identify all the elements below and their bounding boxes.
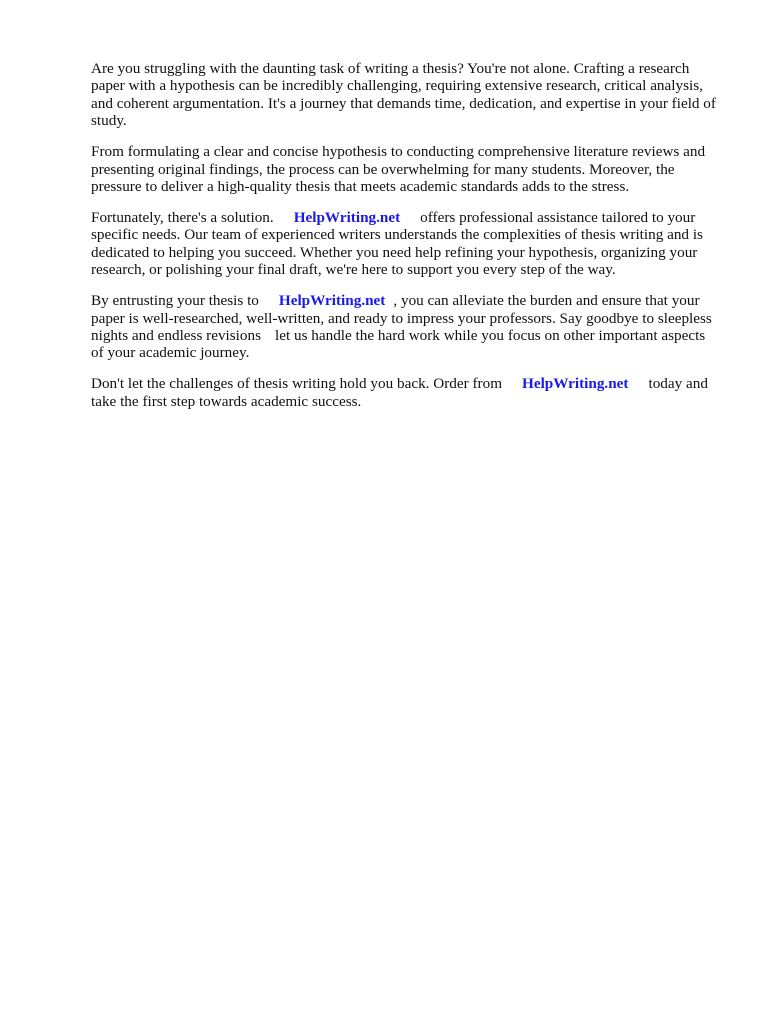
paragraph-solution [91,209,721,279]
paragraph-order [91,375,721,410]
paragraph-order-text-after: today and take the first step towards academic success. [91,375,708,410]
paragraph-entrust-text-after-a: , you can alleviate the burden and ensure that your paper is well-researched, well-written, and ready to impress your professors. Say goodbye to sleepless nights and endless revisions [91,292,712,345]
paragraph-entrust-text-before: By entrusting your thesis to [91,292,259,310]
paragraph-entrust-text-after-b: let us handle the hard work while you focus on other important aspects of your academic journey. [91,327,706,362]
helpwriting-link[interactable]: HelpWriting.net [293,209,401,227]
paragraph-solution-text-after: offers professional assistance tailored to your specific needs. Our team of experienced writers understands the complexities of thesis writing and is dedicated to helping you succeed. Whether you need help refining your hypothesis, organizing your research, or polishing your final draft, we're here to support you every step of the way. [91,209,703,279]
document-page [91,60,721,424]
paragraph-order-text-before: Don't let the challenges of thesis writing hold you back. Order from [91,375,503,393]
paragraph-process-text: From formulating a clear and concise hypothesis to conducting comprehensive literature reviews and presenting original findings, the process can be overwhelming for many students. Moreover, the pressure to deliver a high-quality thesis that meets academic standards adds to the stress. [91,143,706,196]
paragraph-process [91,143,721,195]
paragraph-intro-text: Are you struggling with the daunting task of writing a thesis? You're not alone. Crafting a research paper with a hypothesis can be incredibly challenging, requiring extensive research, critical analysis, and coherent argumentation. It's a journey that demands time, dedication, and expertise in your field of study. [91,60,716,130]
helpwriting-link[interactable]: HelpWriting.net [522,375,629,393]
paragraph-entrust [91,292,721,362]
helpwriting-link[interactable]: HelpWriting.net [278,292,386,310]
paragraph-solution-text-before: Fortunately, there's a solution. [91,209,274,227]
paragraph-intro [91,60,721,130]
